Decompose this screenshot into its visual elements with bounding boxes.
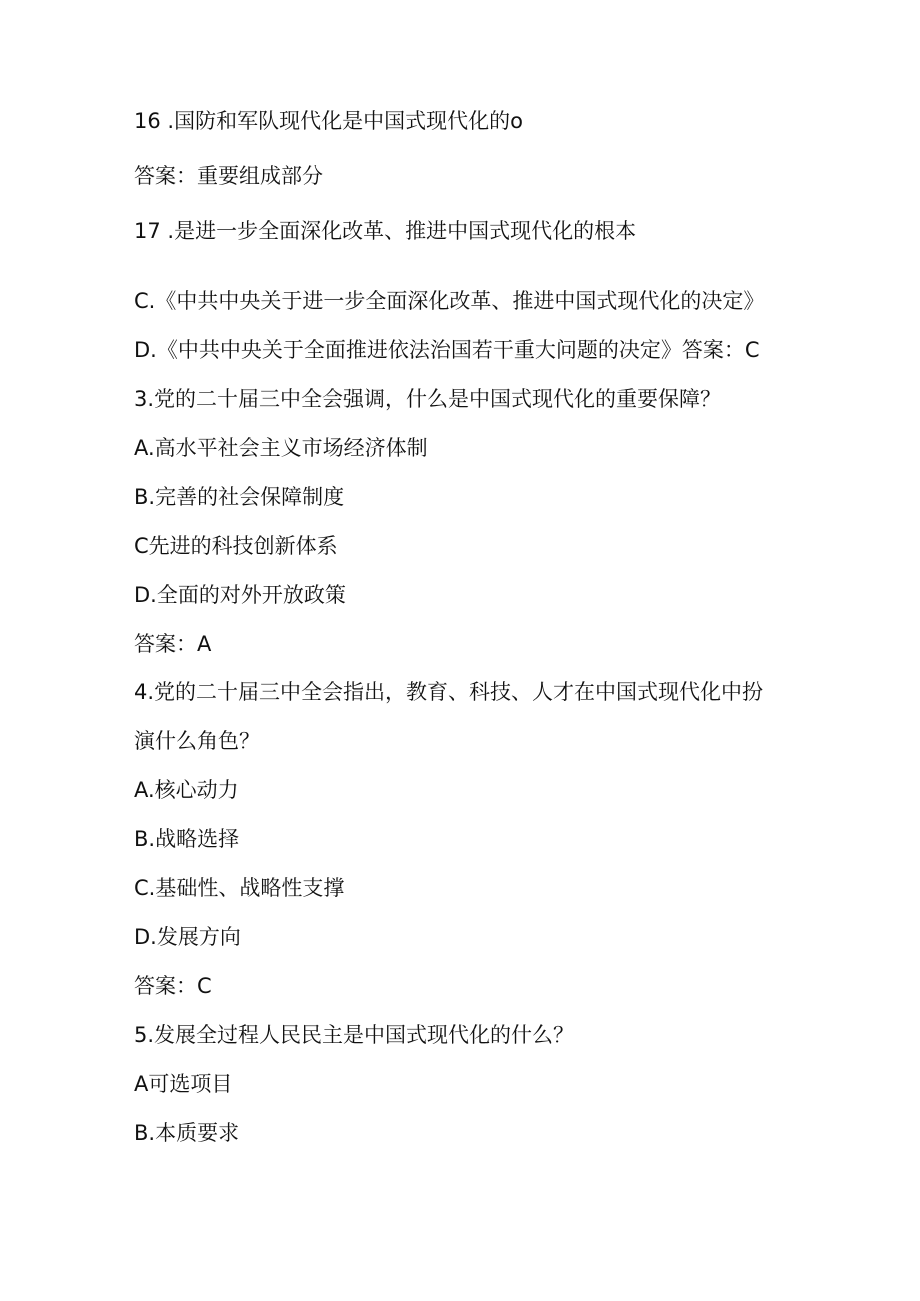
question-3-option-c: C先进的科技创新体系: [134, 534, 338, 558]
option-d-answer-text: D.《中共中央关于全面推进依法治国若干重大问题的决定》答案：C: [134, 338, 760, 362]
question-3-option-a: A.高水平社会主义市场经济体制: [134, 436, 428, 460]
question-16-text: 16 .国防和军队现代化是中国式现代化的o: [134, 109, 523, 133]
question-4-option-b: B.战略选择: [134, 827, 240, 851]
question-5-option-b: B.本质要求: [134, 1121, 240, 1145]
question-4-option-c: C.基础性、战略性支撑: [134, 876, 345, 900]
answer-16-text: 答案：重要组成部分: [134, 164, 323, 188]
option-c-text: C.《中共中央关于进一步全面深化改革、推进中国式现代化的决定》: [134, 289, 765, 313]
question-3-text: 3.党的二十届三中全会强调，什么是中国式现代化的重要保障？: [134, 387, 722, 411]
question-4-text-line-2: 演什么角色？: [134, 729, 260, 753]
question-3-option-b: B.完善的社会保障制度: [134, 485, 345, 509]
question-5-text: 5.发展全过程人民民主是中国式现代化的什么？: [134, 1023, 575, 1047]
question-5-option-a: A可选项目: [134, 1072, 233, 1096]
question-4-option-d: D.发展方向: [134, 925, 241, 949]
question-4-answer: 答案：C: [134, 974, 212, 998]
question-3-option-d: D.全面的对外开放政策: [134, 583, 346, 607]
question-17-text: 17 .是进一步全面深化改革、推进中国式现代化的根本: [134, 219, 637, 243]
question-3-answer: 答案：A: [134, 632, 212, 656]
question-4-text-line-1: 4.党的二十届三中全会指出，教育、科技、人才在中国式现代化中扮: [134, 680, 764, 704]
question-4-option-a: A.核心动力: [134, 778, 239, 802]
